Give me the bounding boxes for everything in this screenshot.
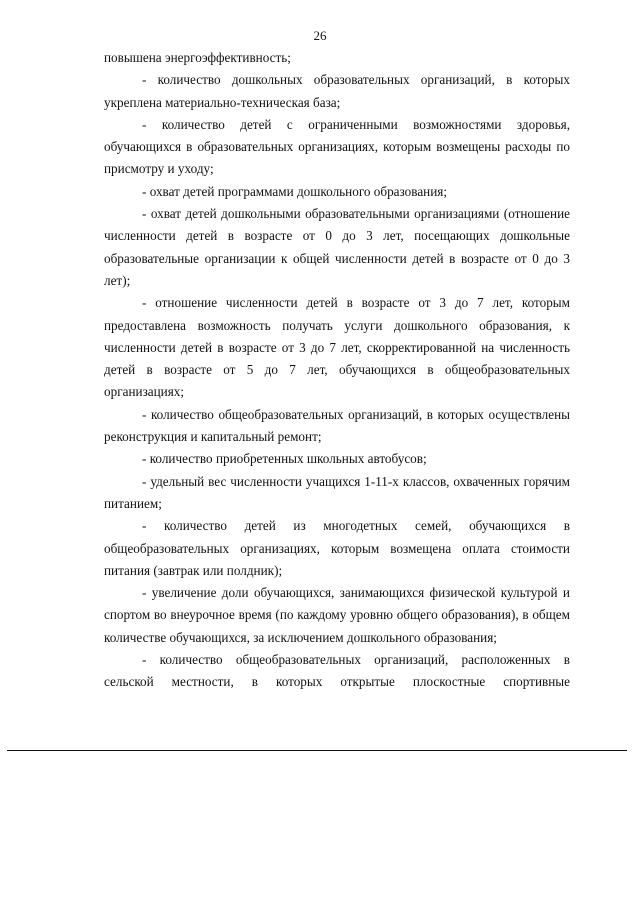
bottom-divider <box>7 750 627 751</box>
paragraph: - охват детей программами дошкольного образования; <box>142 183 448 199</box>
paragraph: - охват детей дошкольными образовательными организациями (отношение численности детей в возрасте от 0 до 3 лет, посещающих дошкольные образовательные организации к общей численности детей в возрасте от 0 до 3 лет); <box>104 206 570 288</box>
paragraph: - количество общеобразовательных организаций, расположенных в сельской местности, в которых открытые плоскостные спортивные <box>104 652 570 690</box>
document-body <box>104 47 570 694</box>
paragraph: - количество общеобразовательных организаций, в которых осуществлены реконструкция и капитальный ремонт; <box>104 406 570 445</box>
paragraph: повышена энергоэффективность; <box>104 50 291 65</box>
paragraph: - количество дошкольных образовательных организаций, в которых укреплена материально-техническая база; <box>104 72 570 110</box>
paragraph: - отношение численности детей в возрасте от 3 до 7 лет, которым предоставлена возможность получать услуги дошкольного образования, к численности детей в возрасте от 3 до 7 лет, скорректированной на численность детей в возрасте от 5 до 7 лет, обучающихся в общеобразовательных организациях; <box>104 295 570 400</box>
paragraph: - увеличение доли обучающихся, занимающихся физической культурой и спортом во внеурочное время (по каждому уровню общего образования), в общем количестве обучающихся, за исключением дошкольного образования; <box>104 585 570 645</box>
page-number: 26 <box>313 28 327 43</box>
paragraph: - удельный вес численности учащихся 1-11-х классов, охваченных горячим питанием; <box>104 473 570 511</box>
paragraph: - количество детей с ограниченными возможностями здоровья, обучающихся в образовательных организациях, которым возмещены расходы по присмотру и уходу; <box>104 116 570 177</box>
paragraph: - количество детей из многодетных семей, обучающихся в общеобразовательных организациях, которым возмещена оплата стоимости питания (завтрак или полдник); <box>104 518 570 578</box>
paragraph: - количество приобретенных школьных автобусов; <box>142 451 427 467</box>
